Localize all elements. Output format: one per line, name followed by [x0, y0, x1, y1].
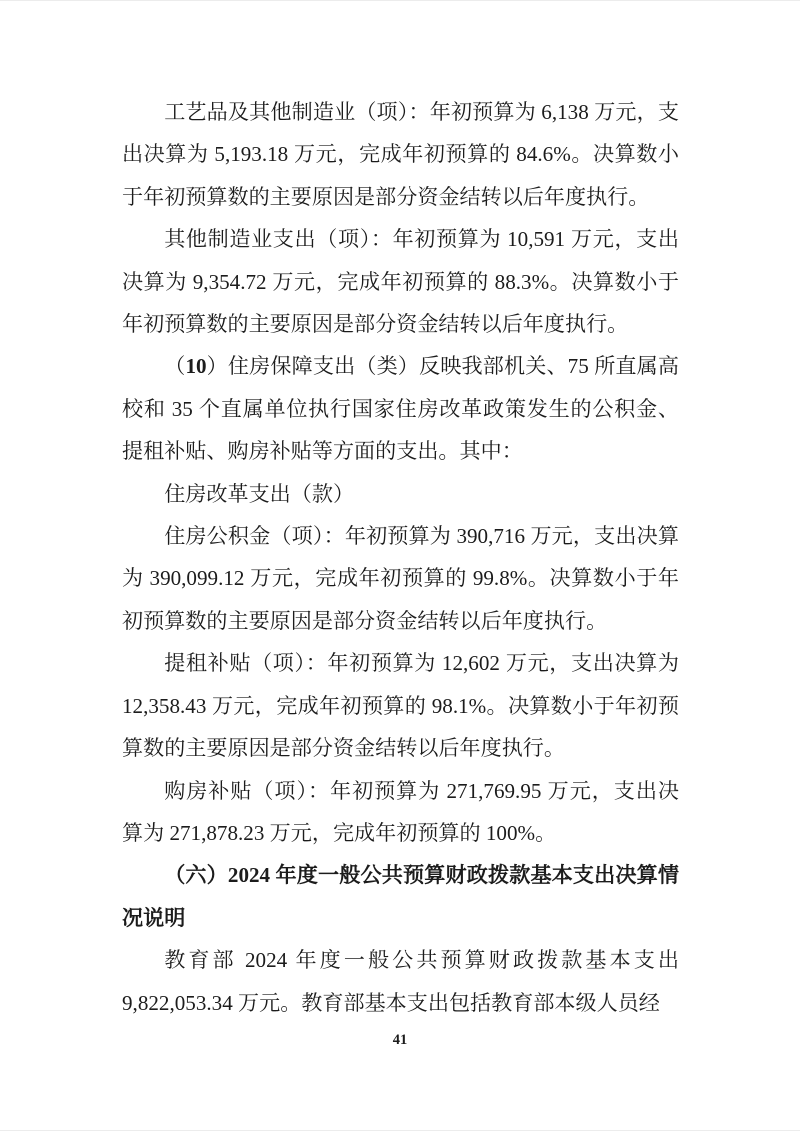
paragraph-housing-security-expenditure	[122, 345, 679, 472]
paragraph-basic-expenditure-intro: 教育部 2024 年度一般公共预算财政拨款基本支出 9,822,053.34 万元。教育部基本支出包括教育部本级人员经	[122, 948, 679, 1015]
paragraph-home-purchase-subsidy: 购房补贴（项）：年初预算为 271,769.95 万元，支出决算为 271,878.23 万元，完成年初预算的 100%。	[122, 778, 679, 845]
section-heading-basic-expenditure: （六）2024 年度一般公共预算财政拨款基本支出决算情况说明	[122, 863, 679, 930]
paren-open: （	[164, 354, 186, 379]
paragraph-other-manufacturing-expenditure: 其他制造业支出（项）：年初预算为 10,591 万元，支出决算为 9,354.72 万元，完成年初预算的 88.3%。决算数小于年初预算数的主要原因是部分资金结转以后年度执行。	[122, 227, 679, 337]
paragraph-housing-provident-fund: 住房公积金（项）：年初预算为 390,716 万元，支出决算为 390,099.12 万元，完成年初预算的 99.8%。决算数小于年初预算数的主要原因是部分资金结转以后年度执行。	[122, 524, 679, 633]
paragraph-housing-security-text: 住房保障支出（类）反映我部机关、75 所直属高校和 35 个直属单位执行国家住房改革政策发生的公积金、提租补贴、购房补贴等方面的支出。其中：	[122, 354, 679, 464]
paragraph-housing-reform-expenditure: 住房改革支出（款）	[164, 481, 355, 506]
paren-close: ）	[206, 354, 228, 379]
item-number-10: 10	[185, 354, 207, 379]
paragraph-crafts-other-manufacturing: 工艺品及其他制造业（项）：年初预算为 6,138 万元，支出决算为 5,193.18 万元，完成年初预算的 84.6%。决算数小于年初预算数的主要原因是部分资金结转以后年度执行。	[122, 100, 679, 209]
paragraph-rent-increase-subsidy: 提租补贴（项）：年初预算为 12,602 万元，支出决算为 12,358.43 万元，完成年初预算的 98.1%。决算数小于年初预算数的主要原因是部分资金结转以后年度执行。	[122, 651, 679, 761]
page-number: 41	[392, 1032, 408, 1048]
text-block	[122, 91, 679, 1024]
